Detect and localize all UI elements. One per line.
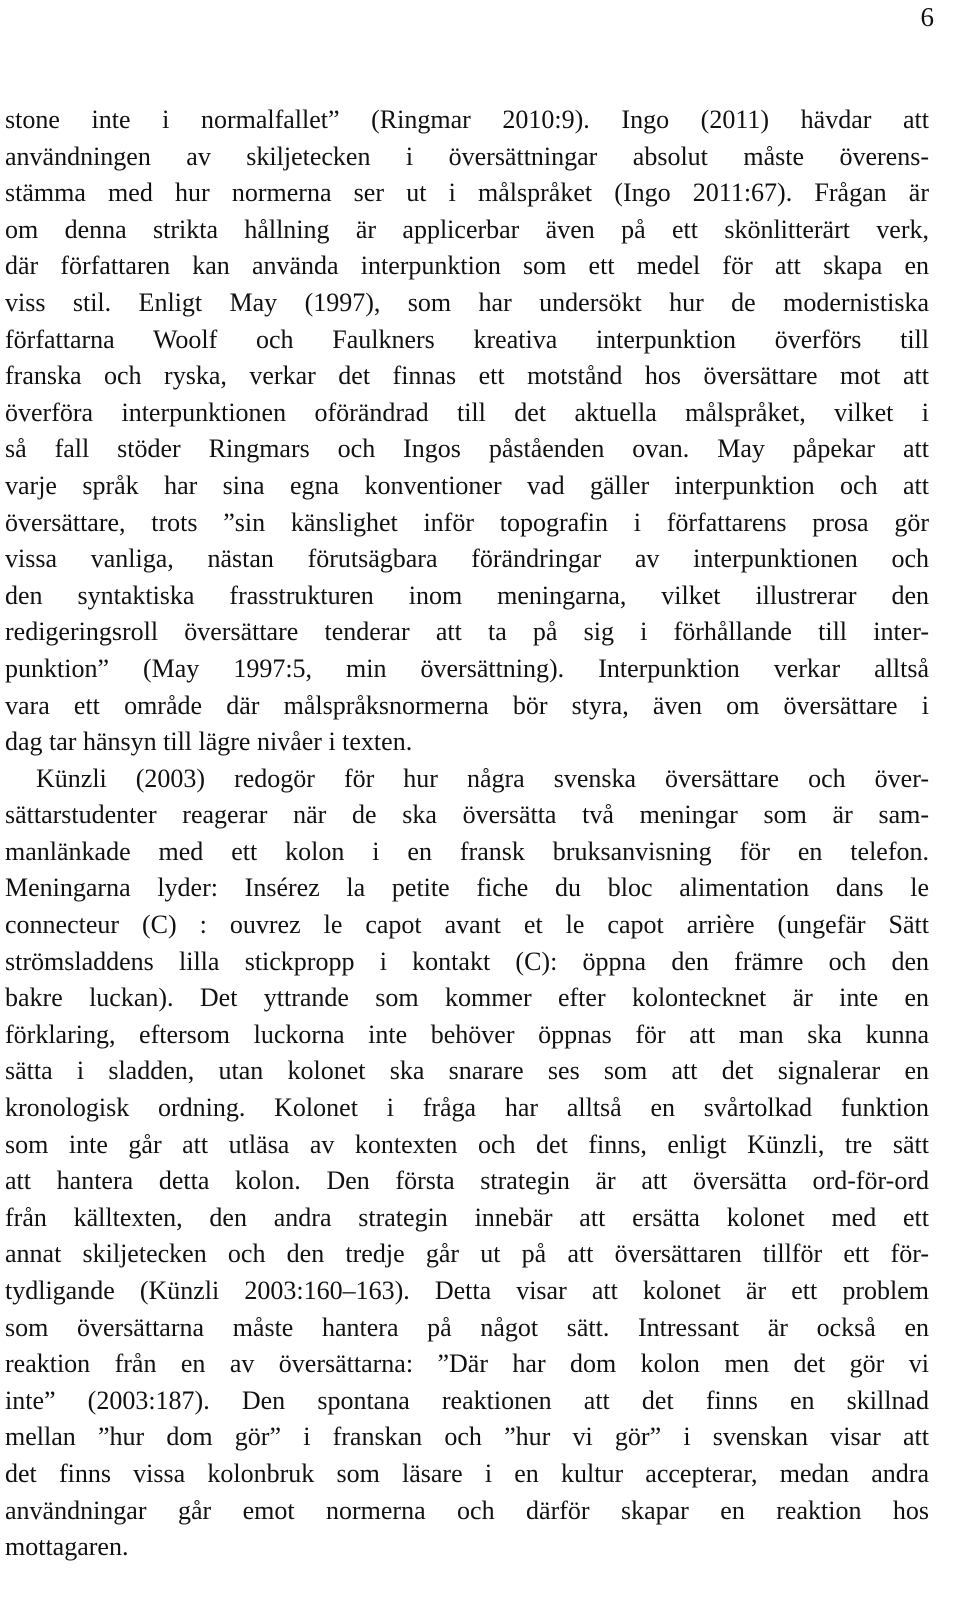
text-line: användningar går emot normerna och därför skapar en reaktion hos — [5, 1495, 929, 1525]
text-line: Meningarna lyder: Insérez la petite fiche du bloc alimentation dans le — [5, 873, 929, 903]
text-line: Künzli (2003) redogör för hur några svenska översättare och över- — [36, 763, 929, 793]
text-line: det finns vissa kolonbruk som läsare i en kultur accepterar, medan andra — [5, 1458, 929, 1488]
text-line: överföra interpunktionen oförändrad till det aktuella målspråket, vilket i — [5, 397, 929, 427]
text-line: franska och ryska, verkar det finnas ett motstånd hos översättare mot att — [5, 361, 929, 391]
text-line: som översättarna måste hantera på något sätt. Intressant är också en — [5, 1312, 929, 1342]
text-line: vissa vanliga, nästan förutsägbara förändringar av interpunktionen och — [5, 544, 929, 574]
text-line: manlänkade med ett kolon i en fransk bruksanvisning för en telefon. — [5, 836, 929, 866]
text-line: mellan ”hur dom gör” i franskan och ”hur vi gör” i svenskan visar att — [5, 1422, 929, 1452]
text-line: tydligande (Künzli 2003:160–163). Detta visar att kolonet är ett problem — [5, 1276, 929, 1305]
text-line: författarna Woolf och Faulkners kreativa interpunktion överförs till — [5, 324, 929, 354]
document-body — [5, 102, 929, 1566]
text-line: mottagaren. — [5, 1532, 129, 1562]
paragraph-2 — [5, 761, 929, 1566]
text-line: den syntaktiska frasstrukturen inom meningarna, vilket illustrerar den — [5, 580, 929, 610]
page-number: 6 — [920, 2, 934, 32]
text-line: annat skiljetecken och den tredje går ut på att översättaren tillför ett för- — [5, 1239, 929, 1269]
text-line: om denna strikta hållning är applicerbar även på ett skönlitterärt verk, — [5, 214, 929, 244]
text-line: där författaren kan använda interpunktion som ett medel för att skapa en — [5, 251, 929, 281]
text-line: från källtexten, den andra strategin innebär att ersätta kolonet med ett — [5, 1202, 929, 1232]
text-line: översättare, trots ”sin känslighet inför topografin i författarens prosa gör — [5, 507, 929, 537]
text-line: som inte går att utläsa av kontexten och det finns, enligt Künzli, tre sätt — [5, 1129, 929, 1159]
text-line: viss stil. Enligt May (1997), som har undersökt hur de modernistiska — [5, 287, 929, 317]
text-line: redigeringsroll översättare tenderar att ta på sig i förhållande till inter- — [5, 617, 929, 647]
text-line: sätta i sladden, utan kolonet ska snarare ses som att det signalerar en — [5, 1056, 929, 1086]
text-line: dag tar hänsyn till lägre nivåer i texten. — [5, 727, 413, 757]
text-line: att hantera detta kolon. Den första strategin är att översätta ord-för-ord — [5, 1166, 929, 1196]
text-line: bakre luckan). Det yttrande som kommer efter kolontecknet är inte en — [5, 983, 929, 1013]
text-line: connecteur (C) : ouvrez le capot avant et le capot arrière (ungefär Sätt — [5, 910, 929, 940]
text-line: varje språk har sina egna konventioner vad gäller interpunktion och att — [5, 470, 929, 500]
text-line: kronologisk ordning. Kolonet i fråga har alltså en svårtolkad funktion — [5, 1093, 929, 1123]
text-line: så fall stöder Ringmars och Ingos påståenden ovan. May påpekar att — [5, 434, 929, 464]
text-line: strömsladdens lilla stickpropp i kontakt (C): öppna den främre och den — [5, 946, 929, 976]
text-line: användningen av skiljetecken i översättningar absolut måste överens- — [5, 141, 929, 171]
text-line: stone inte i normalfallet” (Ringmar 2010:9). Ingo (2011) hävdar att — [5, 105, 929, 134]
text-line: stämma med hur normerna ser ut i målspråket (Ingo 2011:67). Frågan är — [5, 178, 929, 208]
text-line: förklaring, eftersom luckorna inte behöver öppnas för att man ska kunna — [5, 1019, 929, 1049]
text-line: inte” (2003:187). Den spontana reaktionen att det finns en skillnad — [5, 1385, 929, 1415]
text-line: sättarstudenter reagerar när de ska översätta två meningar som är sam- — [5, 800, 929, 830]
paragraph-1 — [5, 102, 929, 761]
text-line: reaktion från en av översättarna: ”Där har dom kolon men det gör vi — [5, 1349, 929, 1379]
text-line: vara ett område där målspråksnormerna bör styra, även om översättare i — [5, 690, 929, 720]
text-line: punktion” (May 1997:5, min översättning). Interpunktion verkar alltså — [5, 653, 929, 683]
